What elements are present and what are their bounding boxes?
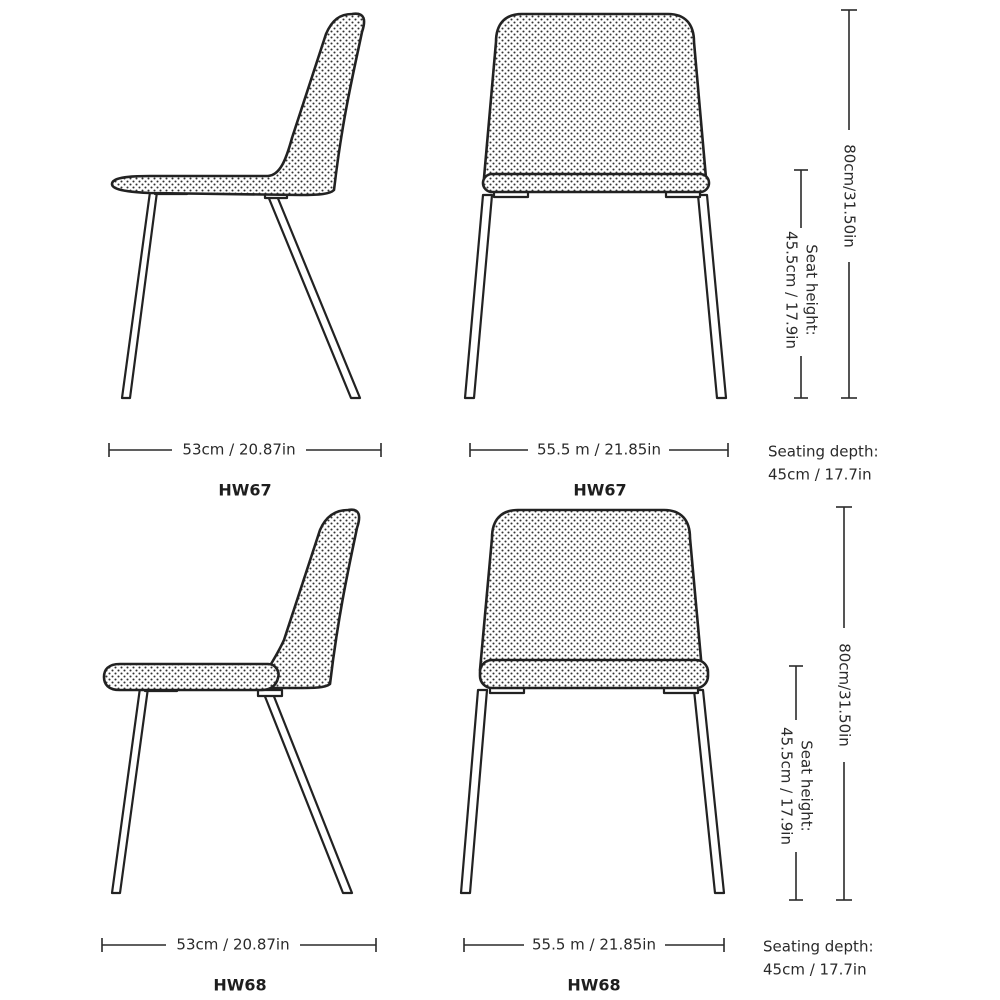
total-height-text: 80cm/31.50in xyxy=(835,643,854,747)
row-hw67 xyxy=(109,10,879,500)
model-label-front: HW67 xyxy=(573,480,627,500)
seat-height-dimension xyxy=(783,170,821,398)
model-label-side: HW68 xyxy=(213,975,267,995)
seat-height-label: Seat height: xyxy=(802,244,821,336)
front-leg xyxy=(264,694,352,893)
backrest-front xyxy=(480,510,702,670)
chair-side-view-hw67 xyxy=(112,14,364,398)
front-width-text: 55.5 m / 21.85in xyxy=(532,935,656,954)
total-height-text: 80cm/31.50in xyxy=(840,144,859,248)
right-leg-front xyxy=(698,195,726,398)
seat-cushion-side xyxy=(104,664,279,690)
back-shell-side xyxy=(258,510,359,688)
front-width-dimension xyxy=(464,936,724,954)
left-leg-front xyxy=(461,690,487,893)
rear-leg xyxy=(122,192,157,398)
side-width-text: 53cm / 20.87in xyxy=(182,440,296,459)
left-leg-front xyxy=(465,195,492,398)
chair-front-view-hw68 xyxy=(461,510,724,893)
seat-shell-side xyxy=(112,14,364,195)
seat-height-value: 45.5cm / 17.9in xyxy=(782,231,801,349)
seat-height-label: Seat height: xyxy=(797,740,816,832)
seating-depth-value: 45cm / 17.7in xyxy=(763,960,867,979)
rear-leg xyxy=(112,688,148,893)
seat-height-dimension xyxy=(778,666,816,900)
front-leg xyxy=(268,196,360,398)
seat-cushion-front xyxy=(483,174,709,192)
side-width-dimension xyxy=(109,441,381,459)
backrest-front xyxy=(484,14,706,178)
side-width-text: 53cm / 20.87in xyxy=(176,935,290,954)
seating-depth-label: Seating depth: xyxy=(768,442,879,461)
total-height-dimension xyxy=(836,507,854,900)
seat-cushion-front xyxy=(480,660,708,688)
model-label-side: HW67 xyxy=(218,480,272,500)
total-height-dimension xyxy=(841,10,859,398)
front-width-text: 55.5 m / 21.85in xyxy=(537,440,661,459)
seat-height-value: 45.5cm / 17.9in xyxy=(777,727,796,845)
model-label-front: HW68 xyxy=(567,975,621,995)
seating-depth-value: 45cm / 17.7in xyxy=(768,465,872,484)
right-leg-front xyxy=(694,690,724,893)
row-hw68 xyxy=(102,507,874,995)
seating-depth-label: Seating depth: xyxy=(763,937,874,956)
chair-front-view-hw67 xyxy=(465,14,726,398)
side-width-dimension xyxy=(102,936,376,954)
chair-side-view-hw68 xyxy=(104,510,359,893)
front-width-dimension xyxy=(470,441,728,459)
